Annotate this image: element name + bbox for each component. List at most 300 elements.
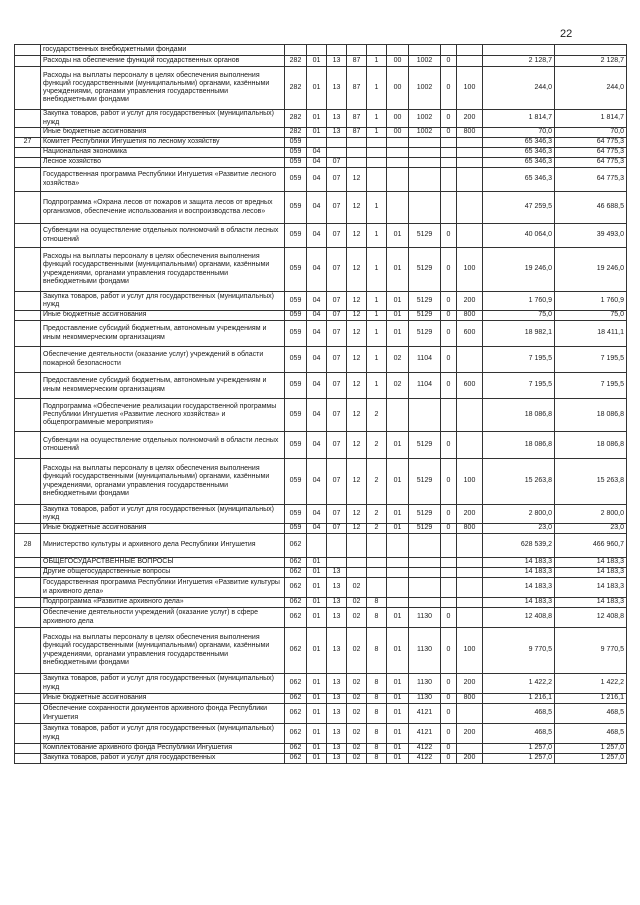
event-code-cell: 01 [387, 724, 409, 744]
direction-code-cell [409, 578, 441, 598]
ministry-code-cell [285, 45, 307, 56]
ministry-code-cell: 282 [285, 67, 307, 110]
ministry-code-cell: 062 [285, 724, 307, 744]
table-row [15, 373, 627, 399]
subprogram-code-cell: 8 [367, 694, 387, 704]
program-code-cell: 02 [347, 694, 367, 704]
row-number-cell [15, 754, 41, 764]
zero-code-cell [441, 148, 457, 158]
subprogram-code-cell [367, 534, 387, 558]
event-code-cell: 01 [387, 321, 409, 347]
row-name-cell: Иные бюджетные ассигнования [41, 311, 285, 321]
subsection-code-cell: 07 [327, 505, 347, 524]
row-number-cell [15, 608, 41, 628]
table-row [15, 311, 627, 321]
subprogram-code-cell: 1 [367, 128, 387, 138]
table-row [15, 292, 627, 311]
row-name-cell: Расходы на выплаты персоналу в целях обеспечения выполнения функций государственными (муниципальными) органами, казёнными учреждениями, органами управления государственными внебюджетными фондами [41, 459, 285, 505]
event-code-cell: 01 [387, 459, 409, 505]
program-code-cell: 02 [347, 608, 367, 628]
section-code-cell: 04 [307, 399, 327, 432]
row-name-cell: Расходы на выплаты персоналу в целях обеспечения выполнения функций государственными (муниципальными) органами, казёнными учреждениями, органами управления государственными внебюджетными фондами [41, 628, 285, 674]
row-name-cell: Расходы на выплаты персоналу в целях обеспечения выполнения функций государственными (муниципальными) органами, казёнными учреждениями, органами управления государственными внебюджетными фондами [41, 67, 285, 110]
direction-code-cell [409, 558, 441, 568]
amount-2-cell: 1 216,1 [555, 694, 627, 704]
event-code-cell [387, 578, 409, 598]
amount-1-cell: 70,0 [483, 128, 555, 138]
ministry-code-cell: 059 [285, 148, 307, 158]
program-code-cell [347, 148, 367, 158]
amount-1-cell: 18 982,1 [483, 321, 555, 347]
direction-code-cell: 4122 [409, 754, 441, 764]
amount-2-cell: 9 770,5 [555, 628, 627, 674]
subsection-code-cell: 07 [327, 248, 347, 292]
table-row [15, 459, 627, 505]
amount-2-cell: 466 960,7 [555, 534, 627, 558]
subsection-code-cell: 13 [327, 578, 347, 598]
program-code-cell: 02 [347, 744, 367, 754]
table-row [15, 598, 627, 608]
ministry-code-cell: 059 [285, 248, 307, 292]
event-code-cell: 01 [387, 224, 409, 248]
zero-code-cell: 0 [441, 224, 457, 248]
amount-2-cell: 14 183,3 [555, 578, 627, 598]
direction-code-cell: 5129 [409, 311, 441, 321]
table-row [15, 744, 627, 754]
program-code-cell: 02 [347, 704, 367, 724]
section-code-cell: 04 [307, 311, 327, 321]
expense-type-cell [457, 224, 483, 248]
section-code-cell: 04 [307, 321, 327, 347]
section-code-cell: 04 [307, 158, 327, 168]
zero-code-cell [441, 568, 457, 578]
section-code-cell: 04 [307, 248, 327, 292]
section-code-cell: 01 [307, 67, 327, 110]
amount-2-cell: 46 688,5 [555, 192, 627, 224]
ministry-code-cell: 062 [285, 754, 307, 764]
expense-type-cell [457, 704, 483, 724]
table-row [15, 674, 627, 694]
amount-1-cell: 1 422,2 [483, 674, 555, 694]
subsection-code-cell: 07 [327, 158, 347, 168]
table-row [15, 192, 627, 224]
expense-type-cell: 200 [457, 724, 483, 744]
zero-code-cell: 0 [441, 505, 457, 524]
ministry-code-cell: 062 [285, 568, 307, 578]
amount-2-cell: 15 263,8 [555, 459, 627, 505]
zero-code-cell: 0 [441, 754, 457, 764]
event-code-cell [387, 399, 409, 432]
subsection-code-cell [327, 138, 347, 148]
ministry-code-cell: 062 [285, 704, 307, 724]
amount-1-cell [483, 45, 555, 56]
amount-2-cell: 1 814,7 [555, 110, 627, 128]
row-number-cell [15, 148, 41, 158]
section-code-cell: 01 [307, 694, 327, 704]
expense-type-cell [457, 138, 483, 148]
subsection-code-cell: 13 [327, 704, 347, 724]
direction-code-cell: 4121 [409, 724, 441, 744]
row-name-cell: Обеспечение сохранности документов архивного фонда Республики Ингушетия [41, 704, 285, 724]
table-row [15, 224, 627, 248]
table-row [15, 158, 627, 168]
amount-2-cell: 39 493,0 [555, 224, 627, 248]
subsection-code-cell: 07 [327, 168, 347, 192]
amount-1-cell: 47 259,5 [483, 192, 555, 224]
amount-2-cell: 468,5 [555, 724, 627, 744]
table-row [15, 138, 627, 148]
direction-code-cell [409, 568, 441, 578]
event-code-cell [387, 158, 409, 168]
row-name-cell: Закупка товаров, работ и услуг для государственных (муниципальных) нужд [41, 674, 285, 694]
expense-type-cell [457, 148, 483, 158]
program-code-cell: 12 [347, 311, 367, 321]
subprogram-code-cell: 1 [367, 56, 387, 67]
budget-table [14, 44, 627, 764]
subprogram-code-cell: 1 [367, 224, 387, 248]
amount-1-cell: 23,0 [483, 524, 555, 534]
event-code-cell: 01 [387, 608, 409, 628]
direction-code-cell: 5129 [409, 248, 441, 292]
subsection-code-cell: 13 [327, 628, 347, 674]
row-name-cell: Комплектование архивного фонда Республики Ингушетия [41, 744, 285, 754]
program-code-cell [347, 534, 367, 558]
direction-code-cell [409, 45, 441, 56]
zero-code-cell: 0 [441, 524, 457, 534]
ministry-code-cell: 059 [285, 224, 307, 248]
table-row [15, 399, 627, 432]
subprogram-code-cell: 1 [367, 67, 387, 110]
amount-1-cell: 14 183,3 [483, 578, 555, 598]
direction-code-cell: 1130 [409, 674, 441, 694]
program-code-cell: 12 [347, 373, 367, 399]
subsection-code-cell [327, 45, 347, 56]
program-code-cell [347, 558, 367, 568]
row-name-cell: Закупка товаров, работ и услуг для государственных (муниципальных) нужд [41, 724, 285, 744]
section-code-cell: 01 [307, 704, 327, 724]
program-code-cell: 02 [347, 724, 367, 744]
section-code-cell: 04 [307, 192, 327, 224]
section-code-cell: 04 [307, 459, 327, 505]
amount-2-cell: 64 775,3 [555, 158, 627, 168]
row-number-cell [15, 347, 41, 373]
table-row [15, 110, 627, 128]
row-number-cell [15, 674, 41, 694]
expense-type-cell [457, 168, 483, 192]
row-name-cell: Государственная программа Республики Ингушетия «Развитие лесного хозяйства» [41, 168, 285, 192]
direction-code-cell [409, 399, 441, 432]
subprogram-code-cell [367, 158, 387, 168]
zero-code-cell: 0 [441, 321, 457, 347]
table-row [15, 248, 627, 292]
section-code-cell: 01 [307, 558, 327, 568]
expense-type-cell: 200 [457, 110, 483, 128]
expense-type-cell [457, 534, 483, 558]
event-code-cell: 01 [387, 674, 409, 694]
zero-code-cell [441, 399, 457, 432]
table-row [15, 56, 627, 67]
expense-type-cell [457, 598, 483, 608]
zero-code-cell [441, 534, 457, 558]
row-name-cell: Расходы на обеспечение функций государственных органов [41, 56, 285, 67]
ministry-code-cell: 059 [285, 432, 307, 459]
event-code-cell: 00 [387, 110, 409, 128]
table-row [15, 558, 627, 568]
expense-type-cell [457, 399, 483, 432]
section-code-cell: 01 [307, 744, 327, 754]
program-code-cell: 12 [347, 192, 367, 224]
event-code-cell: 00 [387, 56, 409, 67]
ministry-code-cell: 062 [285, 674, 307, 694]
direction-code-cell: 5129 [409, 524, 441, 534]
direction-code-cell: 1002 [409, 67, 441, 110]
row-number-cell [15, 694, 41, 704]
amount-1-cell: 2 128,7 [483, 56, 555, 67]
direction-code-cell: 5129 [409, 505, 441, 524]
subprogram-code-cell [367, 578, 387, 598]
row-number-cell [15, 158, 41, 168]
program-code-cell: 12 [347, 292, 367, 311]
amount-2-cell: 18 086,8 [555, 432, 627, 459]
ministry-code-cell: 062 [285, 578, 307, 598]
amount-1-cell: 14 183,3 [483, 558, 555, 568]
program-code-cell [347, 158, 367, 168]
amount-1-cell: 14 183,3 [483, 598, 555, 608]
row-number-cell [15, 578, 41, 598]
subprogram-code-cell [367, 558, 387, 568]
amount-2-cell: 2 128,7 [555, 56, 627, 67]
subprogram-code-cell [367, 568, 387, 578]
row-number-cell [15, 45, 41, 56]
amount-2-cell: 7 195,5 [555, 373, 627, 399]
row-number-cell [15, 524, 41, 534]
row-number-cell: 28 [15, 534, 41, 558]
table-row [15, 524, 627, 534]
table-row [15, 578, 627, 598]
section-code-cell: 01 [307, 128, 327, 138]
ministry-code-cell: 059 [285, 347, 307, 373]
expense-type-cell [457, 432, 483, 459]
row-number-cell [15, 56, 41, 67]
row-name-cell: Субвенции на осуществление отдельных полномочий в области лесных отношений [41, 224, 285, 248]
zero-code-cell: 0 [441, 373, 457, 399]
program-code-cell: 12 [347, 224, 367, 248]
subprogram-code-cell [367, 168, 387, 192]
ministry-code-cell: 062 [285, 598, 307, 608]
subsection-code-cell: 07 [327, 224, 347, 248]
subsection-code-cell [327, 534, 347, 558]
program-code-cell: 12 [347, 432, 367, 459]
event-code-cell: 01 [387, 628, 409, 674]
subprogram-code-cell: 1 [367, 321, 387, 347]
direction-code-cell: 1002 [409, 110, 441, 128]
section-code-cell: 04 [307, 524, 327, 534]
event-code-cell: 01 [387, 744, 409, 754]
table-row [15, 694, 627, 704]
amount-2-cell: 244,0 [555, 67, 627, 110]
expense-type-cell [457, 45, 483, 56]
subprogram-code-cell: 8 [367, 704, 387, 724]
row-name-cell: Предоставление субсидий бюджетным, автономным учреждениям и иным некоммерческим организациям [41, 321, 285, 347]
expense-type-cell: 800 [457, 311, 483, 321]
amount-2-cell: 14 183,3 [555, 598, 627, 608]
row-number-cell [15, 598, 41, 608]
table-row [15, 724, 627, 744]
row-name-cell: Другие общегосударственные вопросы [41, 568, 285, 578]
subsection-code-cell: 13 [327, 128, 347, 138]
zero-code-cell: 0 [441, 704, 457, 724]
expense-type-cell: 200 [457, 292, 483, 311]
subprogram-code-cell: 8 [367, 724, 387, 744]
direction-code-cell: 5129 [409, 321, 441, 347]
amount-2-cell: 64 775,3 [555, 168, 627, 192]
row-number-cell [15, 744, 41, 754]
amount-2-cell: 1 257,0 [555, 754, 627, 764]
event-code-cell: 01 [387, 694, 409, 704]
page-number: 22 [560, 28, 573, 40]
event-code-cell: 01 [387, 524, 409, 534]
row-name-cell: Национальная экономика [41, 148, 285, 158]
section-code-cell: 04 [307, 347, 327, 373]
zero-code-cell: 0 [441, 67, 457, 110]
ministry-code-cell: 059 [285, 158, 307, 168]
table-row [15, 534, 627, 558]
row-name-cell: ОБЩЕГОСУДАРСТВЕННЫЕ ВОПРОСЫ [41, 558, 285, 568]
subsection-code-cell: 13 [327, 754, 347, 764]
table-row [15, 128, 627, 138]
subsection-code-cell: 13 [327, 598, 347, 608]
event-code-cell: 02 [387, 347, 409, 373]
zero-code-cell: 0 [441, 724, 457, 744]
program-code-cell: 87 [347, 128, 367, 138]
event-code-cell: 01 [387, 505, 409, 524]
subsection-code-cell: 13 [327, 67, 347, 110]
ministry-code-cell: 059 [285, 524, 307, 534]
section-code-cell: 01 [307, 56, 327, 67]
section-code-cell [307, 138, 327, 148]
expense-type-cell [457, 568, 483, 578]
subsection-code-cell: 13 [327, 694, 347, 704]
section-code-cell: 01 [307, 724, 327, 744]
row-number-cell: 27 [15, 138, 41, 148]
row-number-cell [15, 292, 41, 311]
direction-code-cell: 5129 [409, 292, 441, 311]
expense-type-cell: 200 [457, 754, 483, 764]
amount-2-cell: 19 246,0 [555, 248, 627, 292]
amount-2-cell: 70,0 [555, 128, 627, 138]
event-code-cell [387, 168, 409, 192]
amount-2-cell: 1 422,2 [555, 674, 627, 694]
subprogram-code-cell: 2 [367, 459, 387, 505]
direction-code-cell: 5129 [409, 432, 441, 459]
subsection-code-cell: 07 [327, 459, 347, 505]
table-row [15, 628, 627, 674]
program-code-cell: 12 [347, 459, 367, 505]
amount-1-cell: 1 216,1 [483, 694, 555, 704]
direction-code-cell [409, 192, 441, 224]
section-code-cell: 01 [307, 628, 327, 674]
zero-code-cell: 0 [441, 674, 457, 694]
amount-2-cell: 14 183,3 [555, 568, 627, 578]
event-code-cell [387, 598, 409, 608]
event-code-cell: 00 [387, 128, 409, 138]
row-number-cell [15, 568, 41, 578]
section-code-cell: 04 [307, 432, 327, 459]
row-number-cell [15, 321, 41, 347]
table-row [15, 608, 627, 628]
row-number-cell [15, 432, 41, 459]
zero-code-cell: 0 [441, 459, 457, 505]
section-code-cell: 01 [307, 598, 327, 608]
ministry-code-cell: 059 [285, 311, 307, 321]
zero-code-cell [441, 45, 457, 56]
zero-code-cell [441, 598, 457, 608]
section-code-cell: 04 [307, 505, 327, 524]
program-code-cell [347, 568, 367, 578]
subsection-code-cell: 13 [327, 568, 347, 578]
table-row [15, 432, 627, 459]
zero-code-cell: 0 [441, 128, 457, 138]
event-code-cell [387, 534, 409, 558]
subprogram-code-cell: 1 [367, 373, 387, 399]
subsection-code-cell: 07 [327, 292, 347, 311]
direction-code-cell: 5129 [409, 459, 441, 505]
subprogram-code-cell [367, 148, 387, 158]
section-code-cell: 04 [307, 148, 327, 158]
row-number-cell [15, 67, 41, 110]
direction-code-cell [409, 534, 441, 558]
subsection-code-cell: 07 [327, 432, 347, 459]
expense-type-cell: 600 [457, 321, 483, 347]
row-number-cell [15, 724, 41, 744]
event-code-cell [387, 138, 409, 148]
event-code-cell: 01 [387, 248, 409, 292]
subprogram-code-cell: 1 [367, 292, 387, 311]
row-name-cell: Закупка товаров, работ и услуг для государственных (муниципальных) нужд [41, 110, 285, 128]
subsection-code-cell: 13 [327, 724, 347, 744]
zero-code-cell: 0 [441, 628, 457, 674]
direction-code-cell: 1002 [409, 56, 441, 67]
row-name-cell: Иные бюджетные ассигнования [41, 524, 285, 534]
table-row [15, 568, 627, 578]
ministry-code-cell: 059 [285, 399, 307, 432]
program-code-cell: 87 [347, 56, 367, 67]
row-name-cell: Лесное хозяйство [41, 158, 285, 168]
amount-2-cell: 2 800,0 [555, 505, 627, 524]
event-code-cell: 01 [387, 292, 409, 311]
amount-2-cell: 18 411,1 [555, 321, 627, 347]
event-code-cell: 02 [387, 373, 409, 399]
subsection-code-cell: 07 [327, 524, 347, 534]
row-name-cell: Закупка товаров, работ и услуг для государственных (муниципальных) нужд [41, 505, 285, 524]
row-name-cell: Закупка товаров, работ и услуг для государственных [41, 754, 285, 764]
row-name-cell: Иные бюджетные ассигнования [41, 694, 285, 704]
ministry-code-cell: 059 [285, 168, 307, 192]
amount-1-cell: 628 539,2 [483, 534, 555, 558]
expense-type-cell: 800 [457, 524, 483, 534]
expense-type-cell: 100 [457, 248, 483, 292]
table-row [15, 148, 627, 158]
event-code-cell [387, 192, 409, 224]
expense-type-cell: 800 [457, 694, 483, 704]
amount-2-cell: 23,0 [555, 524, 627, 534]
subprogram-code-cell [367, 138, 387, 148]
row-number-cell [15, 311, 41, 321]
subsection-code-cell: 13 [327, 56, 347, 67]
event-code-cell [387, 148, 409, 158]
program-code-cell: 02 [347, 628, 367, 674]
subprogram-code-cell: 8 [367, 754, 387, 764]
